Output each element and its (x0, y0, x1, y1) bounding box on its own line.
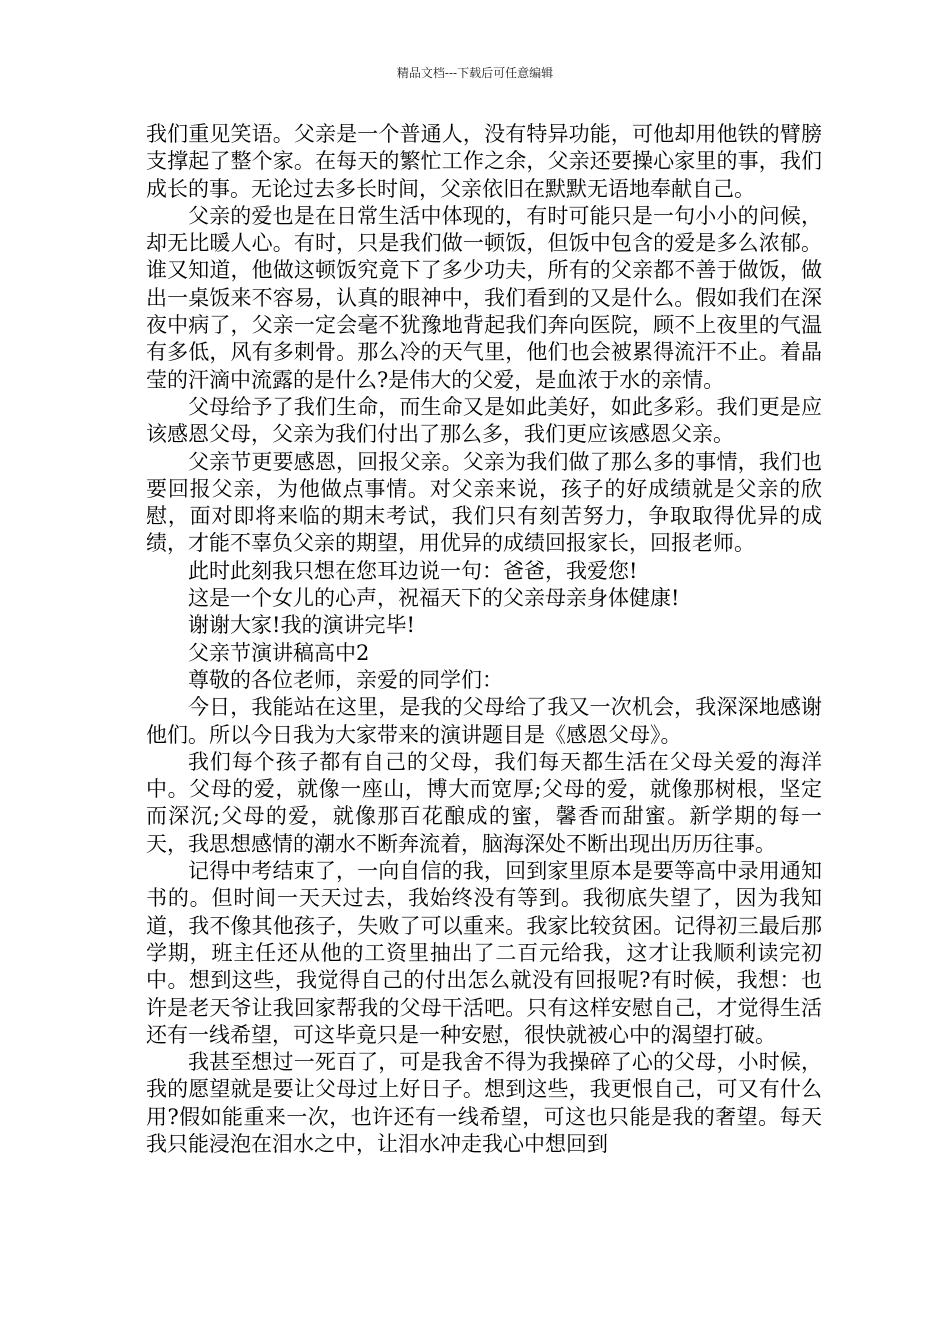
paragraph: 今日，我能站在这里，是我的父母给了我又一次机会，我深深地感谢他们。所以今日我为大家带来的演讲题目是《感恩父母》。 (146, 695, 822, 747)
paragraph: 这是一个女儿的心声，祝福天下的父亲母亲身体健康! (188, 586, 680, 611)
paragraph: 谢谢大家!我的演讲完毕! (188, 613, 415, 638)
paragraph: 父亲的爱也是在日常生活中体现的，有时可能只是一句小小的问候，却无比暖人心。有时，只是我们做一顿饭，但饭中包含的爱是多么浓郁。谁又知道，他做这顿饭究竟下了多少功夫，所有的父亲都不善于做饭，做出一桌饭来不容易，认真的眼神中，我们看到的又是什么。假如我们在深夜中病了，父亲一定会毫不犹豫地背起我们奔向医院，顾不上夜里的气温有多低，风有多刺骨。那么冷的天气里，他们也会被累得流汗不止。着晶莹的汗滴中流露的是什么?是伟大的父爱，是血浓于水的亲情。 (146, 203, 822, 392)
paragraph: 父母给予了我们生命，而生命又是如此美好，如此多彩。我们更是应该感恩父母，父亲为我们付出了那么多，我们更应该感恩父亲。 (146, 394, 822, 447)
paragraph: 记得中考结束了，一向自信的我，回到家里原本是要等高中录用通知书的。但时间一天天过去，我始终没有等到。我彻底失望了，因为我知道，我不像其他孩子，失败了可以重来。我家比较贫困。记得初三最后那学期，班主任还从他的工资里抽出了二百元给我，这才让我顺利读完初中。想到这些，我觉得自己的付出怎么就没有回报呢?有时候，我想：也许是老天爷让我回家帮我的父母干活吧。只有这样安慰自己，才觉得生活还有一线希望，可这毕竟只是一种安慰，很快就被心中的渴望打破。 (146, 859, 822, 1047)
paragraph: 我们每个孩子都有自己的父母，我们每天都生活在父母关爱的海洋中。父母的爱，就像一座山，博大而宽厚;父母的爱，就像那树根，坚定而深沉;父母的爱，就像那百花酿成的蜜，馨香而甜蜜。新学期的每一天，我思想感情的潮水不断奔流着，脑海深处不断出现出历历往事。 (146, 749, 822, 856)
document-body (146, 121, 822, 1158)
paragraph: 我甚至想过一死百了，可是我舍不得为我操碎了心的父母，小时候，我的愿望就是要让父母过上好日子。想到这些，我更恨自己，可又有什么用?假如能重来一次，也许还有一线希望，可这也只能是我的奢望。每天我只能浸泡在泪水之中，让泪水冲走我心中想回到 (146, 1050, 822, 1156)
paragraph: 此时此刻我只想在您耳边说一句：爸爸，我爱您! (188, 558, 638, 583)
paragraph: 父亲节更要感恩，回报父亲。父亲为我们做了那么多的事情，我们也要回报父亲，为他做点事情。对父亲来说，孩子的好成绩就是父亲的欣慰，面对即将来临的期末考试，我们只有刻苦努力，争取取得优异的成绩，才能不辜负父亲的期望，用优异的成绩回报家长，回报老师。 (146, 449, 822, 556)
page-header: 精品文档---下载后可任意编辑 (396, 66, 554, 80)
section-heading: 父亲节演讲稿高中2 (188, 640, 370, 665)
paragraph: 我们重见笑语。父亲是一个普通人，没有特异功能，可他却用他铁的臂膀支撑起了整个家。在每天的繁忙工作之余，父亲还要操心家里的事，我们成长的事。无论过去多长时间，父亲依旧在默默无语地奉献自己。 (146, 122, 822, 201)
salutation: 尊敬的各位老师，亲爱的同学们： (188, 667, 503, 692)
